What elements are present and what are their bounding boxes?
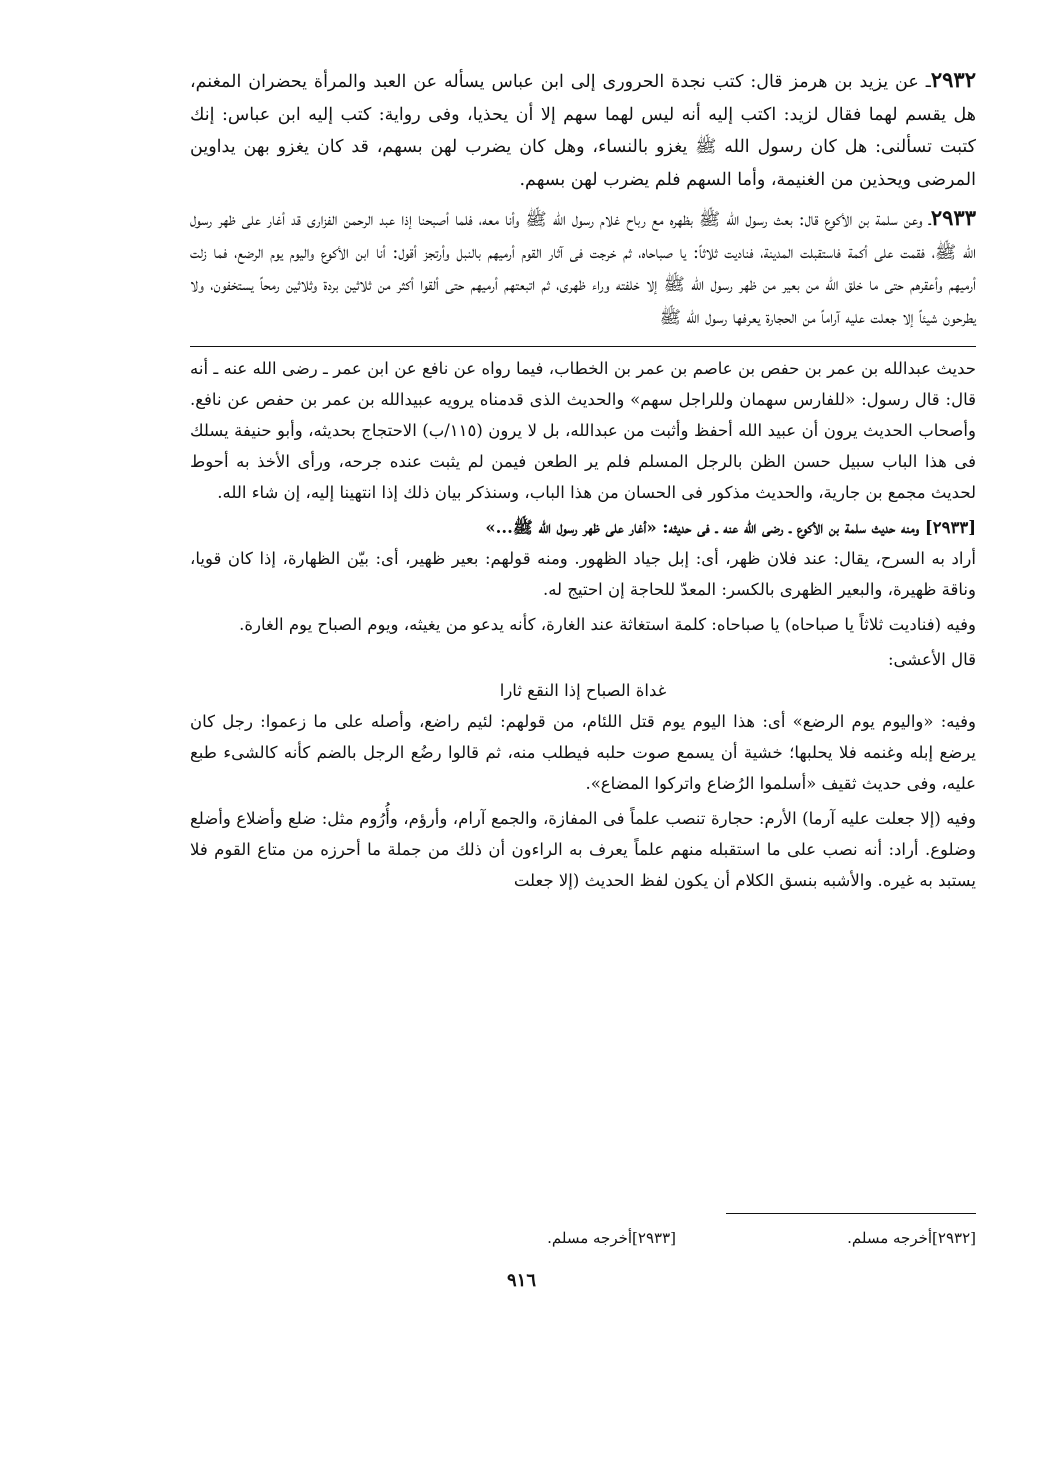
poem-verse: غداة الصباح إذا النقع ثارا [499,681,667,700]
hadith-reference: [٢٩٣٣] ومنه حديث سلمة بن الأكوع ـ رضى الله عنه ـ فى حديثه: «أغار على ظهر رسول الله ﷺ...» [485,518,976,537]
commentary-paragraph: وفيه (فناديت ثلاثاً يا صباحاه) يا صباحاه: كلمة استغاثة عند الغارة، كأنه يدعو من يغيثه، ويوم الصباح يوم الغارة. [239,615,976,634]
commentary-paragraph: حديث عبدالله بن عمر بن حفص بن عاصم بن عمر بن الخطاب، فيما رواه عن نافع عن ابن عمر ـ رضى الله عنه ـ أنه قال: قال رسول: «للفارس سهمان وللراجل سهم» والحديث الذى قدمناه يرويه عبيدالله بن عمر بن حفص عن نافع. وأصحاب الحديث يرون أن عبيد الله أحفظ وأثبت من عبدالله، بل لا يرون (١١٥/ب) الاحتجاج بحديثه، وأبو حنيفة يسلك فى هذا الباب سبيل حسن الظن بالرجل المسلم فلم ير الطعن فيمن لم يثبت عنده جرحه، ورأى الأخذ به أحوط لحديث مجمع بن جارية، والحديث مذكور فى الحسان من هذا الباب، وسنذكر بيان ذلك إذا انتهينا إليه، إن شاء الله. [190,359,976,502]
section-divider [190,346,976,347]
hadith-number: ٢٩٣٢ [930,67,976,92]
commentary-paragraph: وفيه: «واليوم يوم الرضع» أى: هذا اليوم يوم قتل اللئام، من قولهم: لئيم راضع، وأصله على ما زعموا: رجل كان يرضع إبله وغنمه فلا يحلبها؛ خشية أن يسمع صوت حلبه فيطلب منه، ثم قالوا رضُع الرجل بالضم كأنه كالشىء طبع عليه، وفى حديث ثقيف «أسلموا الرُضاع واتركوا المضاع». [190,712,976,793]
commentary-text: أراد به السرح، يقال: عند فلان ظهر، أى: إبل جياد الظهور. ومنه قولهم: بعير ظهير، أى: بيّن الظهارة، إذا كان قويا، وناقة ظهيرة، والبعير الظهرى بالكسر: المعدّ للحاجة إن احتيج له. [190,549,976,599]
hadith-body: ـ وعن سلمة بن الأكوع قال: بعث رسول الله ﷺ بظهره مع رباح غلام رسول الله ﷺ وأنا معه، فلما أصبحنا إذا عبد الرحمن الفزارى قد أغار على ظهر رسول الله ﷺ، فقمت على أكمة فاستقبلت المدينة، فناديت ثلاثاً: يا صباحاه، ثم خرجت فى آثار القوم أرميهم بالنبل وأرتجز أقول: أنا ابن الأكوع واليوم يوم الرضع، فما زلت أرميهم وأعقرهم حتى ما خلق الله من بعير من ظهر رسول الله ﷺ إلا خلفته وراء ظهرى، ثم اتبعتهم أرميهم حتى ألقوا أكثر من ثلاثين بردة وثلاثين رمحاً يستخفون، ولا يطرحون شيئاً إلا جعلت عليه آراماً من الحجارة يعرفها رسول الله ﷺ [190,210,976,328]
commentary-block [190,353,976,896]
footnote: [٢٩٣٣]أخرجه مسلم. [547,1229,676,1247]
footnote-divider [726,1213,976,1214]
commentary-paragraph: وفيه (إلا جعلت عليه آرما) الأرم: حجارة تنصب علماً فى المفازة، والجمع آرام، وأرؤم، وأُرُوم مثل: ضلع وأضلاع وأضلع وضلوع. أراد: أنه نصب على ما استقبله منهم علماً يعرف به الراءون أن ذلك من جملة ما أحرزه من متاع القوم فلا يستبد به غيره. والأشبه بنسق الكلام أن يكون لفظ الحديث (إلا جعلت [190,809,976,890]
hadith-number: ٢٩٣٣ [930,205,976,230]
commentary-paragraph [190,512,976,605]
footnote: [٢٩٣٢]أخرجه مسلم. [847,1229,976,1247]
hadith-body: ـ عن يزيد بن هرمز قال: كتب نجدة الحرورى إلى ابن عباس يسأله عن العبد والمرأة يحضران المغنم، هل يقسم لهما فقال لزيد: اكتب إليه أنه ليس لهما سهم إلا أن يحذيا، وفى رواية: كتب إليه ابن عباس: إنك كتبت تسألنى: هل كان رسول الله ﷺ يغزو بالنساء، وهل كان يضرب لهن بسهم، قد كان يغزو بهن يداوين المرضى ويحذين من الغنيمة، وأما السهم فلم يضرب لهن بسهم. [190,72,976,190]
hadith-text-block [190,64,976,334]
page-content [190,64,976,896]
commentary-paragraph: قال الأعشى: [887,650,976,669]
hadith-2932 [190,64,976,196]
page-number: ٩١٦ [506,1270,536,1291]
footnotes [190,1226,976,1254]
hadith-2933 [190,202,976,334]
